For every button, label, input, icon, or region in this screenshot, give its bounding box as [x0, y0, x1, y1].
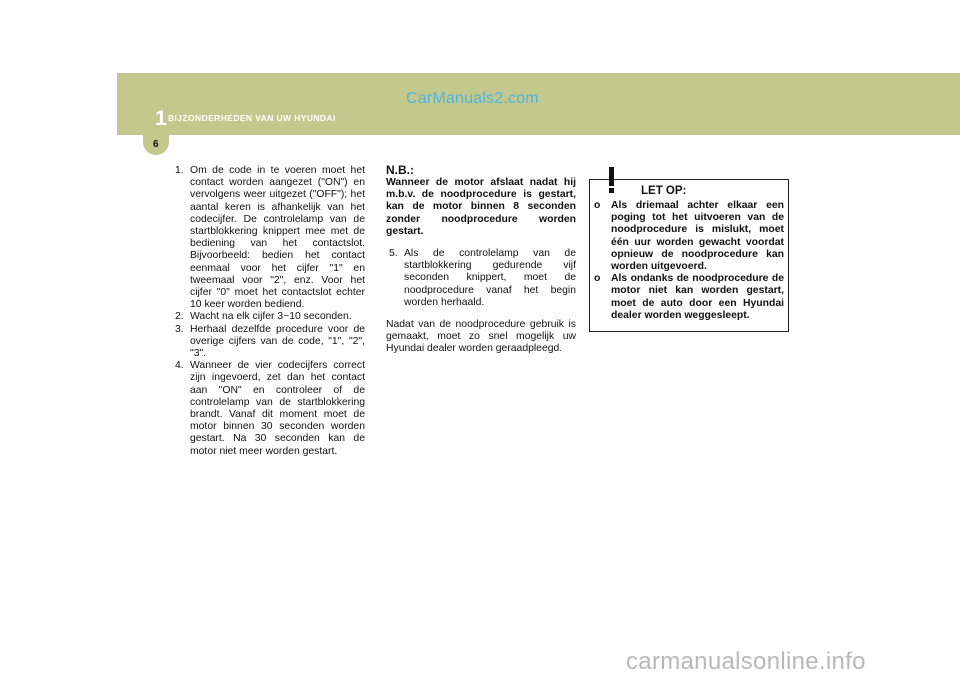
- list-item: 5. Als de controlelamp van de startblokkering gedurende vijf seconden knippert, moet de noodprocedure vanaf het begin worden herhaald.: [389, 248, 576, 308]
- warning-item: o Als ondanks de noodprocedure de motor niet kan worden gestart, moet de auto door een Hyundai dealer worden weggesleept.: [594, 273, 784, 321]
- list-item-text: Als de controlelamp van de startblokkering gedurende vijf seconden knippert, moet de noodprocedure vanaf het begin worden herhaald.: [404, 248, 576, 308]
- list-item: 3. Herhaal dezelfde procedure voor de overige cijfers van de code, "1", "2", "3".: [175, 323, 365, 360]
- closing-paragraph: Nadat van de noodprocedure gebruik is gemaakt, moet zo snel mogelijk uw Hyundai dealer worden geraadpleegd.: [386, 319, 576, 355]
- list-item-text: Wacht na elk cijfer 3~10 seconden.: [190, 311, 352, 323]
- list-item: 1. Om de code in te voeren moet het contact worden aangezet ("ON") en vervolgens weer uitgezet ("OFF"); het aantal keren is afhankelijk van het codecijfer. De controlelamp van de startblokkering knippert mee met de bediening van het contactslot. Bijvoorbeeld: bedien het contact eenmaal voor het cijfer "1" en tweemaal voor "2", enz. Voor het cijfer "0" moet het contactslot echter 10 keer worden bediend.: [175, 165, 365, 311]
- nb-title: N.B.:: [386, 163, 414, 177]
- watermark-bottom: carmanualsonline.info: [626, 648, 866, 675]
- warning-title: LET OP:: [641, 185, 687, 197]
- list-item: 4. Wanneer de vier codecijfers correct zijn ingevoerd, zet dan het contact aan "ON" en controleer of de controlelamp van de startblokkering brandt. Vanaf dit moment moet de motor binnen 30 seconden worden gestart. Na 30 seconden kan de motor niet meer worden gestart.: [175, 360, 365, 457]
- list-item: 2. Wacht na elk cijfer 3~10 seconden.: [175, 311, 352, 323]
- middle-column: [386, 163, 576, 356]
- warning-exclamation-icon: [595, 166, 628, 194]
- chapter-number: 1: [155, 107, 167, 130]
- warning-list: [594, 200, 784, 322]
- chapter-title: BIJZONDERHEDEN VAN UW HYUNDAI: [168, 113, 336, 123]
- list-item-text: Herhaal dezelfde procedure voor de overige cijfers van de code, "1", "2", "3".: [190, 323, 365, 360]
- warning-item-text: Als driemaal achter elkaar een poging tot het uitvoeren van de noodprocedure is mislukt, moet één uur worden gewacht voordat opnieuw de noodprocedure kan worden uitgevoerd.: [611, 200, 784, 273]
- watermark-top: CarManuals2.com: [406, 90, 539, 107]
- page-number: 6: [153, 139, 159, 150]
- warning-item-text: Als ondanks de noodprocedure de motor niet kan worden gestart, moet de auto door een Hyundai dealer worden weggesleept.: [611, 273, 784, 321]
- list-item-text: Om de code in te voeren moet het contact worden aangezet ("ON") en vervolgens weer uitgezet ("OFF"); het aantal keren is afhankelijk van het codecijfer. De controlelamp van de startblokkering knippert mee met de bediening van het contactslot. Bijvoorbeeld: bedien het contact eenmaal voor het cijfer "1" en tweemaal voor "2", enz. Voor het cijfer "0" moet het contactslot echter 10 keer worden bediend.: [190, 165, 365, 311]
- nb-text: Wanneer de motor afslaat nadat hij m.b.v. de noodprocedure is gestart, kan de motor binnen 8 seconden zonder noodprocedure worden gestart.: [386, 177, 576, 237]
- warning-item: o Als driemaal achter elkaar een poging tot het uitvoeren van de noodprocedure is mislukt, moet één uur worden gewacht voordat opnieuw de noodprocedure kan worden uitgevoerd.: [594, 200, 784, 273]
- list-item-text: Wanneer de vier codecijfers correct zijn ingevoerd, zet dan het contact aan "ON" en controleer of de controlelamp van de startblokkering brandt. Vanaf dit moment moet de motor binnen 30 seconden worden gestart. Na 30 seconden kan de motor niet meer worden gestart.: [190, 360, 365, 457]
- left-column: [172, 165, 365, 458]
